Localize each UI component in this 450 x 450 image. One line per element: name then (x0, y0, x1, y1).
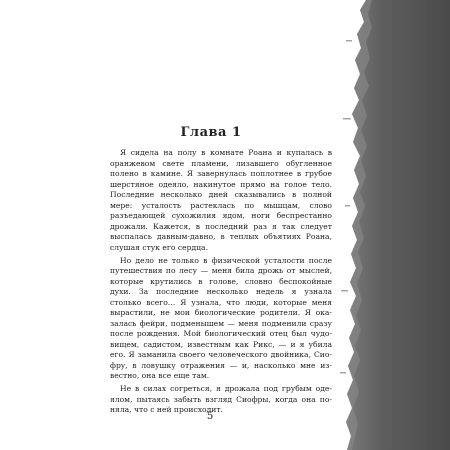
chapter-title: Глава 1 (180, 125, 242, 140)
page-number: 5 (206, 411, 214, 422)
paragraph: Не в силах согреться, я дрожала под грубым одеялом, пытаясь забыть взгляд Сиофры, когда она поняла, что с ней происходит. (110, 384, 332, 414)
paragraph: Но дело не только в физической усталости после путешествия по лесу — меня била дрожь от мыслей, которые крутились в голове, словно беспокойные духи. За последние несколько недель я узнала столько всего… Я узнала, что люди, которые меня вырастили, не мои биологические родители. Я оказалась фейри, подменышем — меня подменили сразу после рождения. Мой биологический отец был чудовищем, садистом, известным как Рикс, — и я убила его. Я заманила своего человеческого двойника, Сиофру, в ловушку отражения — и, насколько мне известно, она все еще там. (110, 255, 332, 380)
chapter-body (110, 148, 332, 418)
paragraph: Я сидела на полу в комнате Роана и купалась в оранжевом свете пламени, лизавшего обугленное полено в камине. Я завернулась поплотнее в грубое шерстяное одеяло, накинутое прямо на голое тело. Последние несколько дней сказывались в полной мере: усталость растеклась по мышцам, слово разъедающей сухожилия ядом, ноги беспрестанно дрожали. Кажется, в последний раз я так следует выспалась давным-давно, в теплых объятиях Роана, слушая стук его сердца. (110, 148, 332, 252)
